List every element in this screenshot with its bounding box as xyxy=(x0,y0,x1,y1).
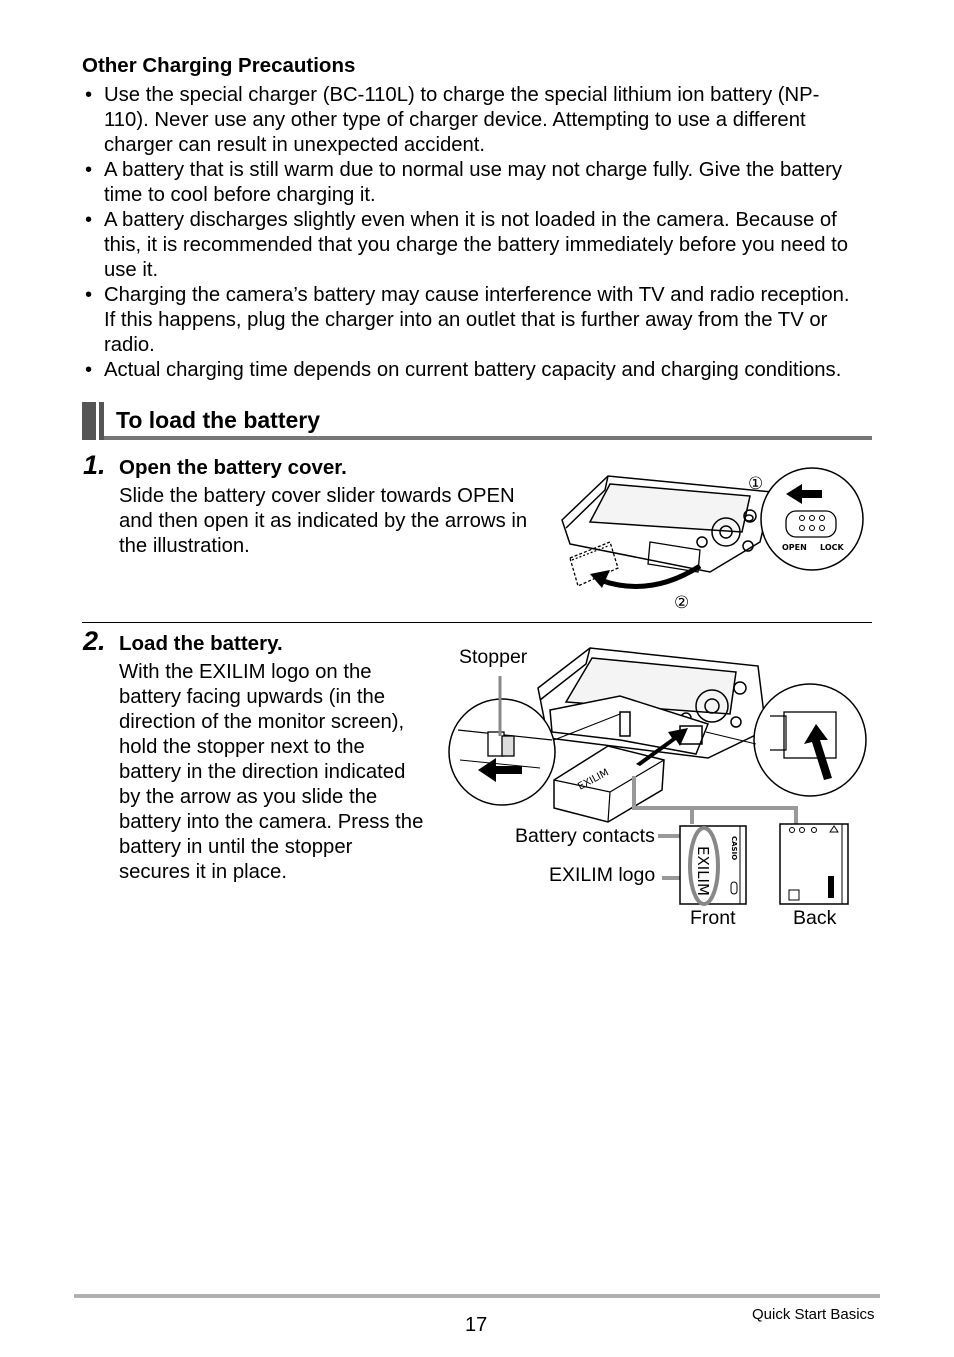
step-2-body: With the EXILIM logo on the battery facing upwards (in the direction of the monitor screen), hold the stopper next to the battery in the direction indicated by the arrow as you slide the battery into the camera. Press the battery in until the stopper secures it in place. xyxy=(119,661,424,883)
footer-section-title: Quick Start Basics xyxy=(752,1306,875,1323)
footer-rule xyxy=(74,1294,880,1298)
precautions-heading: Other Charging Precautions xyxy=(82,54,356,77)
step-divider xyxy=(82,622,872,623)
slider-callout-icon xyxy=(761,468,863,570)
battery-front-icon xyxy=(680,826,746,904)
page-number: 17 xyxy=(465,1314,488,1336)
section-header xyxy=(82,402,872,440)
section-rule xyxy=(104,436,872,440)
back-label: Back xyxy=(793,907,837,929)
camera-body-icon xyxy=(562,476,772,572)
step-1-body: Slide the battery cover slider towards OPEN and then open it as indicated by the arrows in the illustration. xyxy=(119,485,528,557)
battery-back-icon xyxy=(780,824,848,904)
marker-2: ② xyxy=(674,593,690,613)
step-2-illustration xyxy=(440,640,870,910)
list-item: • Use the special charger (BC-110L) to charge the special lithium ion battery (NP- 110). Never use any other type of charger device. Attempting to use a different charger can result in unexpected accident. xyxy=(85,84,820,156)
marker-1: ① xyxy=(748,474,764,494)
stopper-label: Stopper xyxy=(459,646,528,668)
lock-label: LOCK xyxy=(820,543,844,552)
battery-contacts-label: Battery contacts xyxy=(515,825,655,847)
step-1-number: 1. xyxy=(83,450,106,480)
list-item: • Actual charging time depends on current battery capacity and charging conditions. xyxy=(85,359,842,381)
step-1-illustration xyxy=(550,462,870,617)
list-item: • Charging the camera’s battery may cause interference with TV and radio reception. If this happens, plug the charger into an outlet that is further away from the TV or radio. xyxy=(85,284,850,356)
step-2-title: Load the battery. xyxy=(119,632,283,655)
exilim-logo-label: EXILIM logo xyxy=(549,864,656,886)
section-title: To load the battery xyxy=(116,407,321,433)
front-label: Front xyxy=(690,907,736,929)
section-bar-block xyxy=(82,402,96,440)
step-1-title: Open the battery cover. xyxy=(119,456,347,479)
camera-body-icon xyxy=(538,648,766,758)
svg-text:CASIO: CASIO xyxy=(730,836,738,861)
svg-text:EXILIM: EXILIM xyxy=(576,767,611,793)
section-bar-block xyxy=(99,402,104,440)
svg-text:EXILIM: EXILIM xyxy=(694,846,712,896)
open-label: OPEN xyxy=(782,543,807,552)
precautions-list xyxy=(82,83,882,383)
step-2-number: 2. xyxy=(83,626,106,656)
list-item: • A battery discharges slightly even when it is not loaded in the camera. Because of this, it is recommended that you charge the battery immediately before you need to use it. xyxy=(85,209,849,281)
list-item: • A battery that is still warm due to normal use may not charge fully. Give the battery time to cool before charging it. xyxy=(85,159,842,206)
